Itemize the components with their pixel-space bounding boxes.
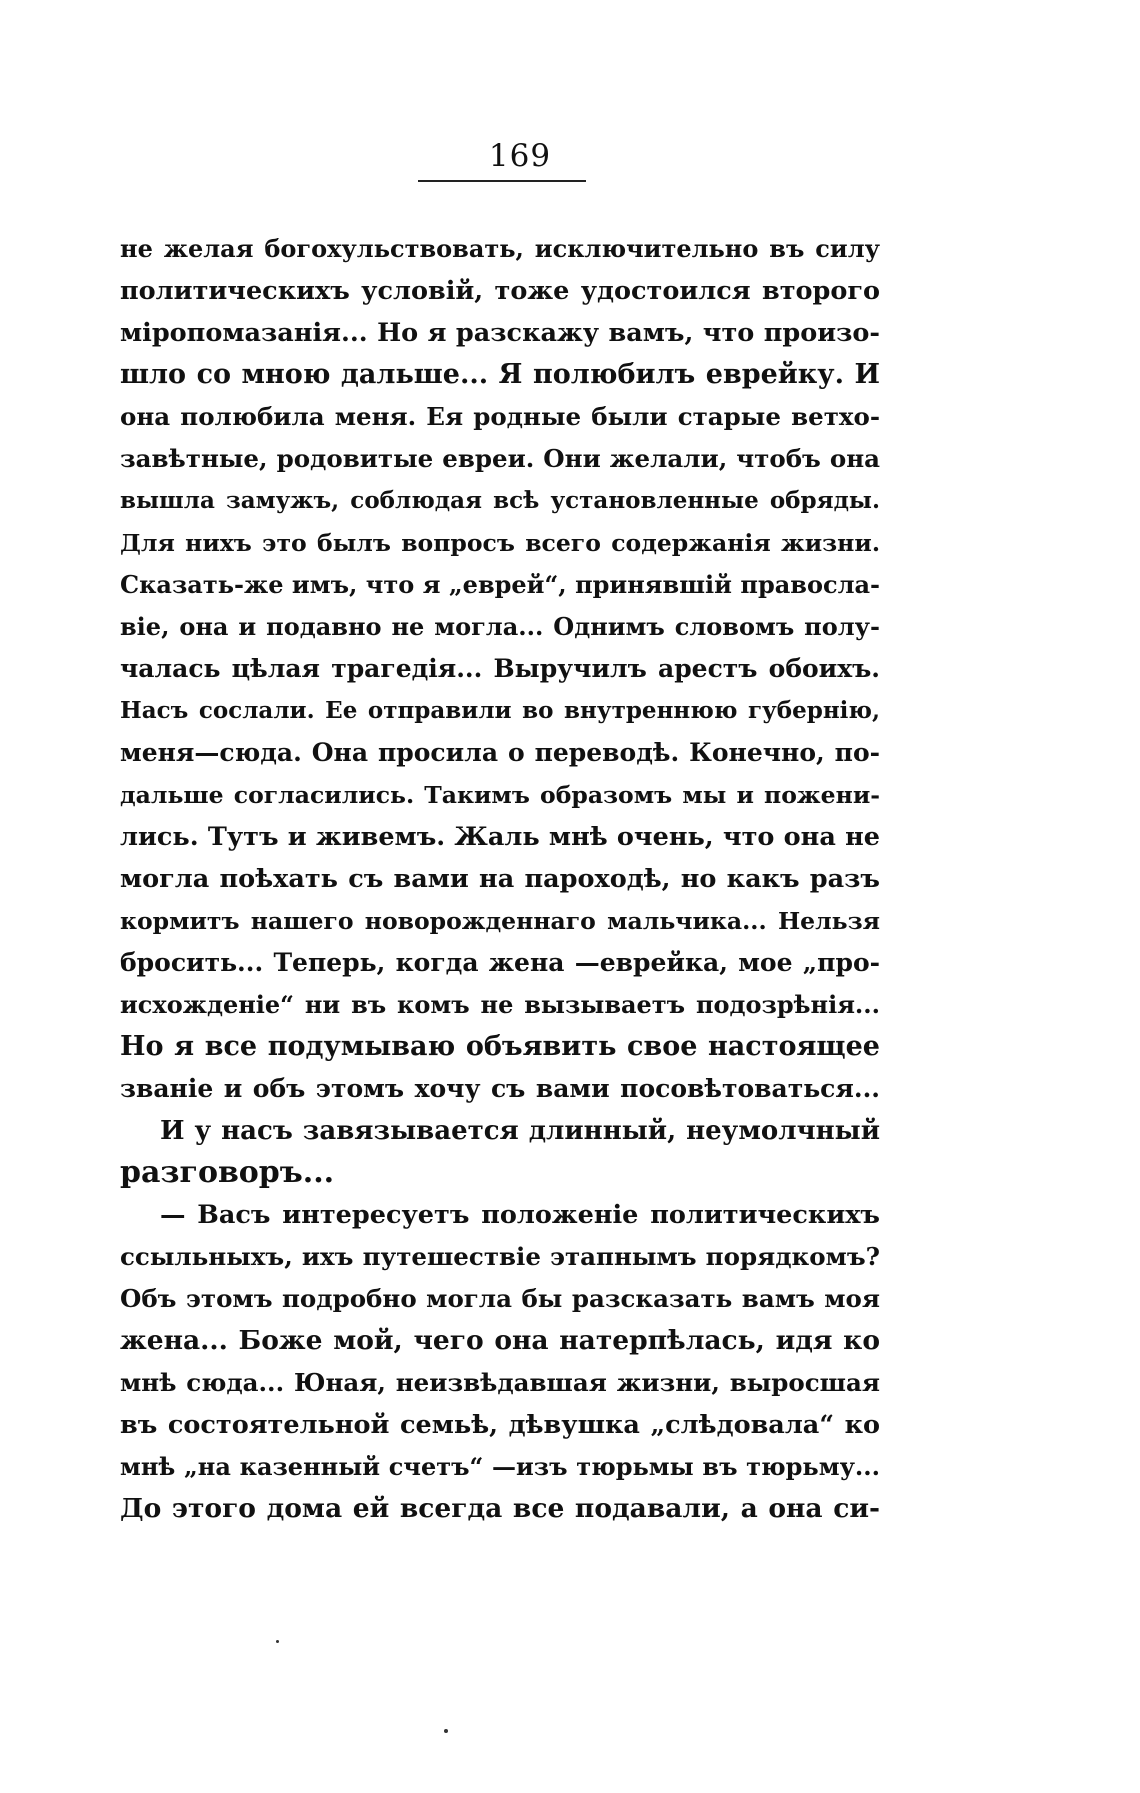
- text-line: Объ этомъ подробно могла бы разсказать вамъ моя: [120, 1284, 880, 1313]
- speck-mark: [276, 1640, 279, 1643]
- text-line: кормитъ нашего новорожденнаго мальчика... Нельзя: [120, 907, 880, 935]
- text-line: И у насъ завязывается длинный, неумолчный: [160, 1116, 880, 1146]
- text-line: жена... Боже мой, чего она натерпѣлась, идя ко: [120, 1325, 880, 1356]
- text-line: — Васъ интересуетъ положеніе политическихъ: [160, 1200, 880, 1230]
- text-line: ссыльныхъ, ихъ путешествіе этапнымъ порядкомъ?: [120, 1242, 880, 1271]
- text-line: она полюбила меня. Ея родные были старые ветхо-: [120, 402, 880, 431]
- text-line: не желая богохульствовать, исключительно въ силу: [120, 234, 880, 263]
- text-line: дальше согласились. Такимъ образомъ мы и пожени-: [120, 781, 880, 809]
- text-line: чалась цѣлая трагедія... Выручилъ арестъ обоихъ.: [120, 654, 880, 683]
- text-line: вышла замужъ, соблюдая всѣ установленные обряды.: [120, 487, 880, 514]
- text-line: исхожденіе“ ни въ комъ не вызываетъ подозрѣнія...: [120, 990, 880, 1019]
- text-line: мнѣ „на казенный счетъ“ —изъ тюрьмы въ тюрьму...: [120, 1452, 880, 1481]
- text-line: лись. Тутъ и живемъ. Жаль мнѣ очень, что она не: [120, 822, 880, 852]
- text-line: віе, она и подавно не могла... Однимъ словомъ полу-: [120, 612, 880, 641]
- text-line: меня—сюда. Она просила о переводѣ. Конечно, по-: [120, 738, 880, 767]
- text-line: міропомазанія... Но я разскажу вамъ, что произо-: [120, 318, 880, 348]
- text-line: въ состоятельной семьѣ, дѣвушка „слѣдовала“ ко: [120, 1410, 880, 1440]
- speck-mark: [444, 1729, 448, 1733]
- body-text: [120, 228, 880, 1530]
- header-rule: [418, 180, 586, 182]
- text-line: Но я все подумываю объявить свое настоящее: [120, 1031, 880, 1062]
- text-line: завѣтные, родовитые евреи. Они желали, чтобъ она: [120, 444, 880, 473]
- text-line: могла поѣхать съ вами на пароходѣ, но какъ разъ: [120, 864, 880, 894]
- text-line: Для нихъ это былъ вопросъ всего содержанія жизни.: [120, 529, 880, 557]
- page-number: 169: [488, 138, 552, 174]
- text-line: мнѣ сюда... Юная, неизвѣдавшая жизни, выросшая: [120, 1368, 880, 1397]
- text-line: До этого дома ей всегда все подавали, а она си-: [120, 1493, 880, 1524]
- text-line: разговоръ...: [120, 1155, 335, 1190]
- text-line: Насъ сослали. Ее отправили во внутреннюю губернію,: [120, 697, 880, 724]
- text-line: Сказать-же имъ, что я „еврей“, принявшій правосла-: [120, 570, 880, 599]
- text-line: шло со мною дальше... Я полюбилъ еврейку. И: [120, 359, 880, 390]
- text-line: политическихъ условій, тоже удостоился второго: [120, 276, 880, 306]
- text-line: бросить... Теперь, когда жена —еврейка, мое „про-: [120, 948, 880, 977]
- text-line: званіе и объ этомъ хочу съ вами посовѣтоваться...: [120, 1074, 880, 1103]
